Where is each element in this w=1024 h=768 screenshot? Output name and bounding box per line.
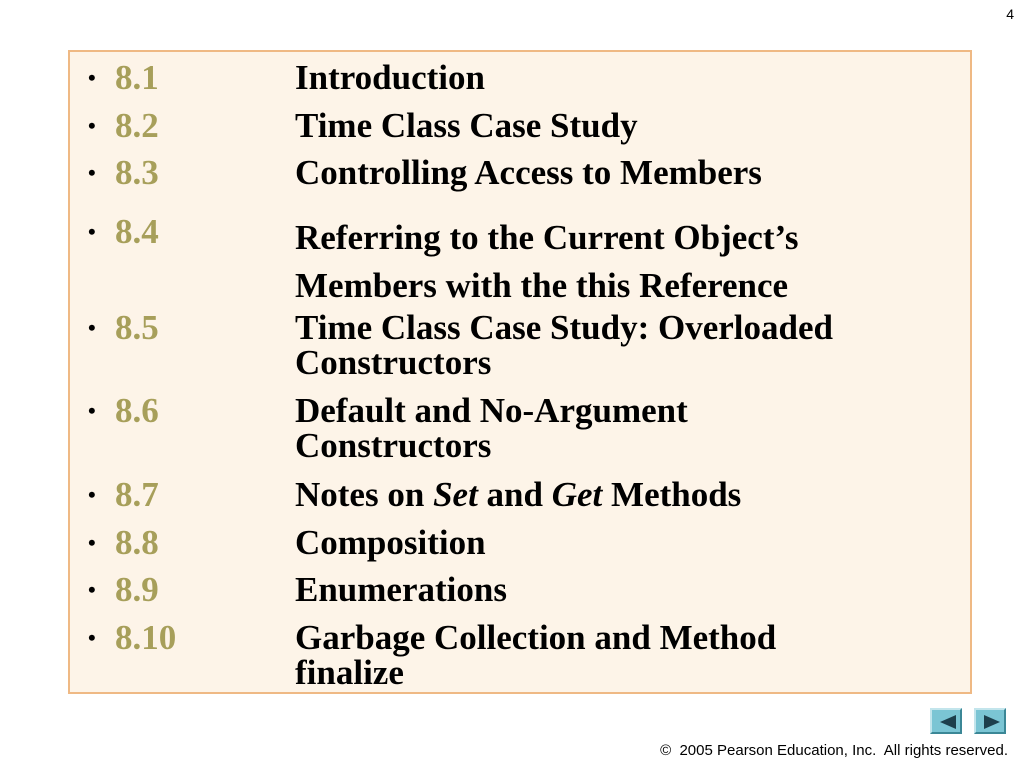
section-title-line: Controlling Access to Members [295,153,762,192]
section-title [295,310,935,380]
bullet: • [88,219,96,244]
section-title-line: Constructors [295,343,492,382]
section-title-line: Members with the this Reference [295,266,789,305]
section-title-line: Enumerations [295,570,507,609]
title-text-italic: Get [551,475,603,514]
section-title-line: Time Class Case Study: Overloaded [295,308,833,347]
section-title-line: Composition [295,523,486,562]
section-title [295,393,935,463]
section-title [295,60,935,95]
section-number: 8.9 [115,570,159,609]
section-number: 8.2 [115,106,159,145]
bullet: • [88,625,96,650]
copyright-notice: © 2005 Pearson Education, Inc. All rights reserved. [660,742,1008,759]
previous-slide-button[interactable] [930,708,962,734]
bullet: • [88,577,96,602]
title-text: Methods [602,475,742,514]
section-number: 8.8 [115,523,159,562]
title-text-italic: Set [433,475,478,514]
section-title-line: Referring to the Current Object’s [295,218,799,257]
section-title-line: Introduction [295,58,485,97]
section-title-line: Time Class Case Study [295,106,638,145]
bullet: • [88,113,96,138]
bullet: • [88,482,96,507]
section-title [295,525,935,560]
section-number: 8.5 [115,308,159,347]
bullet: • [88,65,96,90]
section-number: 8.4 [115,212,159,251]
title-text: and [477,475,552,514]
section-title-line [295,477,935,512]
bullet: • [88,530,96,555]
bullet: • [88,160,96,185]
section-title-line: Default and No-Argument [295,391,688,430]
left-arrow-icon [936,713,960,731]
section-title [295,108,935,143]
section-number: 8.1 [115,58,159,97]
section-number: 8.10 [115,618,177,657]
bullet: • [88,398,96,423]
section-title [295,477,935,512]
section-title-line: Garbage Collection and Method [295,618,777,657]
section-number: 8.3 [115,153,159,192]
section-title [295,155,935,190]
section-number: 8.7 [115,475,159,514]
section-title [295,620,935,690]
section-number: 8.6 [115,391,159,430]
page-number: 4 [1006,6,1014,22]
table-of-contents [68,50,972,694]
right-arrow-icon [980,713,1004,731]
title-text: Notes on [295,475,434,514]
section-title-line: finalize [295,653,404,692]
section-title [295,572,935,607]
next-slide-button[interactable] [974,708,1006,734]
bullet: • [88,315,96,340]
section-title [295,220,935,310]
section-title-line: Constructors [295,426,492,465]
